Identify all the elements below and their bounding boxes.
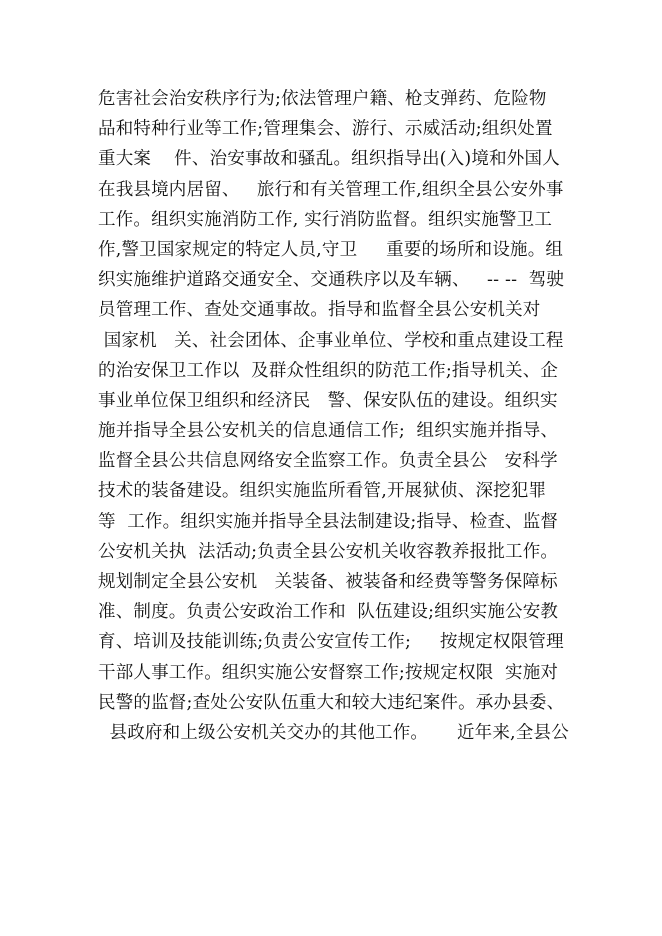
- text-line-2: 品和特种行业等工作;管理集会、游行、示威活动;组织处置: [98, 119, 553, 140]
- text-line-16: 公安机关执 法活动;负责全县公安机关收容教养报批工作。: [98, 541, 559, 562]
- text-line-4: 在我县境内居留、 旅行和有关管理工作,组织全县公安外事: [98, 179, 564, 200]
- text-line-19: 育、培训及技能训练;负责公安宣传工作; 按规定权限管理: [98, 632, 564, 653]
- text-line-9: 国家机 关、社会团体、企事业单位、学校和重点建设工程: [98, 330, 564, 351]
- text-line-14: 技术的装备建设。组织实施监所看管,开展狱侦、深挖犯罪: [98, 481, 547, 502]
- text-line-11: 事业单位保卫组织和经济民 警、保安队伍的建设。组织实: [98, 390, 558, 411]
- text-line-6: 作,警卫国家规定的特定人员,守卫 重要的场所和设施。组: [98, 239, 564, 260]
- text-line-15: 等 工作。组织实施并指导全县法制建设;指导、检查、监督: [98, 511, 559, 532]
- text-line-18: 准、制度。负责公安政治工作和 队伍建设;组织实施公安教: [98, 602, 559, 623]
- text-line-22: 县政府和上级公安机关交办的其他工作。 近年来,全县公: [98, 722, 569, 743]
- text-line-1: 危害社会治安秩序行为;依法管理户籍、枪支弹药、危险物: [98, 89, 547, 109]
- text-line-3: 重大案 件、治安事故和骚乱。组织指导出(入)境和外国人: [98, 149, 560, 170]
- text-line-7: 织实施维护道路交通安全、交通秩序以及车辆、 -- -- 驾驶: [98, 270, 565, 291]
- text-line-13: 监督全县公共信息网络安全监察工作。负责全县公 安科学: [98, 451, 558, 472]
- body-text: [98, 84, 578, 748]
- text-line-17: 规划制定全县公安机 关装备、被装备和经费等警务保障标: [98, 572, 558, 592]
- text-line-5: 工作。组织实施消防工作, 实行消防监督。组织实施警卫工: [98, 209, 553, 230]
- text-line-21: 民警的监督;查处公安队伍重大和较大违纪案件。承办县委、: [98, 692, 565, 713]
- text-line-20: 干部人事工作。组织实施公安督察工作;按规定权限 实施对: [98, 662, 559, 683]
- text-line-10: 的治安保卫工作以 及群众性组织的防范工作;指导机关、企: [98, 360, 559, 381]
- text-line-8: 员管理工作、查处交通事故。指导和监督全县公安机关对: [98, 300, 541, 321]
- text-line-12: 施并指导全县公安机关的信息通信工作; 组织实施并指导、: [98, 421, 559, 442]
